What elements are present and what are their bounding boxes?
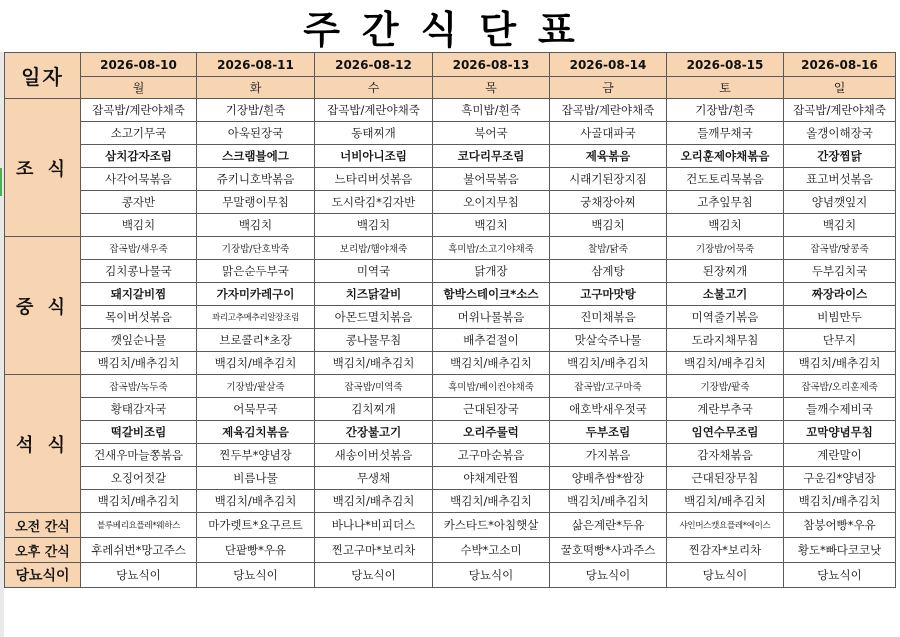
menu-cell: 건도토리묵볶음 xyxy=(667,168,784,191)
menu-cell: 비름나물 xyxy=(197,467,315,490)
date-cell: 2026-08-10 xyxy=(81,53,197,77)
menu-cell: 잡곡밥/새우죽 xyxy=(81,237,197,260)
menu-cell: 꼬막양념무침 xyxy=(784,421,896,444)
menu-cell: 배추겉절이 xyxy=(433,329,550,352)
menu-cell: 백김치/배추김치 xyxy=(667,490,784,513)
dinner-row xyxy=(5,444,896,467)
date-cell: 2026-08-12 xyxy=(315,53,433,77)
snack-cell: 마가렛트*요구르트 xyxy=(197,513,315,538)
menu-cell: 콩나물무침 xyxy=(315,329,433,352)
menu-cell: 잡곡밥/계란야채죽 xyxy=(784,99,896,122)
lunch-row xyxy=(5,306,896,329)
lunch-label: 중 식 xyxy=(5,237,81,375)
dinner-row xyxy=(5,375,896,398)
menu-cell: 잡곡밥/계란야채죽 xyxy=(315,99,433,122)
date-row xyxy=(5,53,896,77)
menu-cell: 양배추쌈*쌈장 xyxy=(550,467,667,490)
menu-cell: 계란부추국 xyxy=(667,398,784,421)
menu-cell: 건새우마늘쫑볶음 xyxy=(81,444,197,467)
menu-cell: 백김치 xyxy=(784,214,896,237)
snack-cell: 찐고구마*보리차 xyxy=(315,538,433,563)
weekday-cell: 일 xyxy=(784,77,896,99)
snack-cell: 단팥빵*우유 xyxy=(197,538,315,563)
menu-cell: 사각어묵볶음 xyxy=(81,168,197,191)
menu-cell: 깻잎순나물 xyxy=(81,329,197,352)
menu-cell: 불어묵볶음 xyxy=(433,168,550,191)
menu-cell: 표고버섯볶음 xyxy=(784,168,896,191)
menu-cell: 고구마맛탕 xyxy=(550,283,667,306)
lunch-row xyxy=(5,260,896,283)
menu-cell: 사골대파국 xyxy=(550,122,667,145)
menu-cell: 잡곡밥/계란야채죽 xyxy=(81,99,197,122)
menu-cell: 간장불고기 xyxy=(315,421,433,444)
menu-cell: 가지볶음 xyxy=(550,444,667,467)
weekday-cell: 토 xyxy=(667,77,784,99)
weekday-cell: 월 xyxy=(81,77,197,99)
snack-row xyxy=(5,563,896,588)
menu-cell: 백김치/배추김치 xyxy=(784,352,896,375)
menu-cell: 스크램블에그 xyxy=(197,145,315,168)
dinner-label: 석 식 xyxy=(5,375,81,513)
date-cell: 2026-08-13 xyxy=(433,53,550,77)
menu-cell: 콩자반 xyxy=(81,191,197,214)
weekday-cell: 금 xyxy=(550,77,667,99)
breakfast-row xyxy=(5,191,896,214)
menu-cell: 찰밥/닭죽 xyxy=(550,237,667,260)
snack-cell: 당뇨식이 xyxy=(197,563,315,588)
snack-cell: 참붕어빵*우유 xyxy=(784,513,896,538)
snack-cell: 삶은계란*두유 xyxy=(550,513,667,538)
menu-cell: 고구마순볶음 xyxy=(433,444,550,467)
menu-cell: 브로콜리*초장 xyxy=(197,329,315,352)
menu-cell: 시래기된장지짐 xyxy=(550,168,667,191)
dinner-row xyxy=(5,398,896,421)
menu-cell: 함박스테이크*소스 xyxy=(433,283,550,306)
snack-label: 오후 간식 xyxy=(5,538,81,563)
menu-cell: 북어국 xyxy=(433,122,550,145)
breakfast-row xyxy=(5,99,896,122)
menu-cell: 미역줄기볶음 xyxy=(667,306,784,329)
lunch-row xyxy=(5,237,896,260)
menu-cell: 기장밥/흰죽 xyxy=(197,99,315,122)
menu-cell: 오징어젓갈 xyxy=(81,467,197,490)
menu-cell: 삼계탕 xyxy=(550,260,667,283)
dinner-row xyxy=(5,421,896,444)
menu-cell: 기장밥/팥죽 xyxy=(667,375,784,398)
breakfast-row xyxy=(5,168,896,191)
menu-cell: 보리밥/햄야채죽 xyxy=(315,237,433,260)
menu-cell: 황태감자국 xyxy=(81,398,197,421)
menu-cell: 백김치 xyxy=(550,214,667,237)
menu-cell: 백김치/배추김치 xyxy=(550,352,667,375)
menu-cell: 백김치/배추김치 xyxy=(550,490,667,513)
menu-cell: 김치콩나물국 xyxy=(81,260,197,283)
menu-cell: 오리주물럭 xyxy=(433,421,550,444)
lunch-row xyxy=(5,329,896,352)
menu-cell: 백김치/배추김치 xyxy=(315,490,433,513)
snack-row xyxy=(5,513,896,538)
menu-cell: 김치찌개 xyxy=(315,398,433,421)
breakfast-row xyxy=(5,145,896,168)
menu-cell: 오이지무침 xyxy=(433,191,550,214)
breakfast-row xyxy=(5,214,896,237)
menu-cell: 아몬드멸치볶음 xyxy=(315,306,433,329)
menu-cell: 간장찜닭 xyxy=(784,145,896,168)
menu-cell: 근대된장무침 xyxy=(667,467,784,490)
menu-cell: 근대된장국 xyxy=(433,398,550,421)
snack-cell: 블루베리요플레*웨하스 xyxy=(81,513,197,538)
snack-cell: 후레쉬번*망고주스 xyxy=(81,538,197,563)
day-row xyxy=(5,77,896,99)
snack-cell: 수박*고소미 xyxy=(433,538,550,563)
menu-cell: 맛살숙주나물 xyxy=(550,329,667,352)
weekday-cell: 화 xyxy=(197,77,315,99)
menu-cell: 백김치/배추김치 xyxy=(433,490,550,513)
menu-cell: 도시락김*김자반 xyxy=(315,191,433,214)
snack-label: 오전 간식 xyxy=(5,513,81,538)
menu-cell: 어묵무국 xyxy=(197,398,315,421)
menu-cell: 잡곡밥/땅콩죽 xyxy=(784,237,896,260)
menu-cell: 된장찌개 xyxy=(667,260,784,283)
snack-cell: 카스타드*아침햇살 xyxy=(433,513,550,538)
menu-cell: 동태찌개 xyxy=(315,122,433,145)
menu-cell: 찐두부*양념장 xyxy=(197,444,315,467)
menu-cell: 꽈리고추메추리알장조림 xyxy=(197,306,315,329)
menu-cell: 맑은순두부국 xyxy=(197,260,315,283)
menu-cell: 제육볶음 xyxy=(550,145,667,168)
menu-cell: 백김치/배추김치 xyxy=(81,490,197,513)
snack-cell: 당뇨식이 xyxy=(784,563,896,588)
menu-cell: 백김치/배추김치 xyxy=(197,352,315,375)
menu-cell: 너비아니조림 xyxy=(315,145,433,168)
menu-cell: 쥬키니호박볶음 xyxy=(197,168,315,191)
date-cell: 2026-08-16 xyxy=(784,53,896,77)
weekday-cell: 목 xyxy=(433,77,550,99)
menu-cell: 잡곡밥/오리훈제죽 xyxy=(784,375,896,398)
menu-cell: 잡곡밥/미역죽 xyxy=(315,375,433,398)
menu-cell: 백김치/배추김치 xyxy=(784,490,896,513)
menu-cell: 궁채장아찌 xyxy=(550,191,667,214)
weekly-menu-table xyxy=(4,52,896,588)
menu-cell: 백김치 xyxy=(315,214,433,237)
snack-cell: 당뇨식이 xyxy=(81,563,197,588)
menu-cell: 들깨수제비국 xyxy=(784,398,896,421)
menu-cell: 기장밥/흰죽 xyxy=(667,99,784,122)
menu-cell: 돼지갈비찜 xyxy=(81,283,197,306)
snack-cell: 황도*빠다코코낫 xyxy=(784,538,896,563)
menu-cell: 들깨무채국 xyxy=(667,122,784,145)
snack-cell: 바나나*비피더스 xyxy=(315,513,433,538)
menu-cell: 진미채볶음 xyxy=(550,306,667,329)
menu-cell: 올갱이해장국 xyxy=(784,122,896,145)
menu-cell: 비빔만두 xyxy=(784,306,896,329)
page-title: 주간식단표 xyxy=(303,7,597,52)
menu-cell: 백김치 xyxy=(197,214,315,237)
date-cell: 2026-08-11 xyxy=(197,53,315,77)
menu-cell: 백김치 xyxy=(81,214,197,237)
menu-cell: 목이버섯볶음 xyxy=(81,306,197,329)
menu-cell: 잡곡밥/계란야채죽 xyxy=(550,99,667,122)
menu-cell: 치즈닭갈비 xyxy=(315,283,433,306)
menu-cell: 감자채볶음 xyxy=(667,444,784,467)
menu-cell: 흑미밥/베이컨야채죽 xyxy=(433,375,550,398)
menu-cell: 제육김치볶음 xyxy=(197,421,315,444)
menu-cell: 단무지 xyxy=(784,329,896,352)
menu-cell: 백김치/배추김치 xyxy=(315,352,433,375)
menu-cell: 짜장라이스 xyxy=(784,283,896,306)
snack-cell: 당뇨식이 xyxy=(550,563,667,588)
menu-cell: 백김치 xyxy=(433,214,550,237)
date-cell: 2026-08-15 xyxy=(667,53,784,77)
date-cell: 2026-08-14 xyxy=(550,53,667,77)
selection-marker xyxy=(0,168,2,196)
menu-cell: 백김치/배추김치 xyxy=(81,352,197,375)
menu-cell: 구운김*양념장 xyxy=(784,467,896,490)
menu-cell: 백김치/배추김치 xyxy=(433,352,550,375)
menu-cell: 기장밥/어묵죽 xyxy=(667,237,784,260)
menu-cell: 야채계란찜 xyxy=(433,467,550,490)
snack-cell: 샤인머스캣요플레*에이스 xyxy=(667,513,784,538)
snack-row xyxy=(5,538,896,563)
snack-label: 당뇨식이 xyxy=(5,563,81,588)
menu-cell: 고추잎무침 xyxy=(667,191,784,214)
menu-cell: 닭개장 xyxy=(433,260,550,283)
breakfast-row xyxy=(5,122,896,145)
menu-cell: 미역국 xyxy=(315,260,433,283)
menu-cell: 머위나물볶음 xyxy=(433,306,550,329)
menu-cell: 잡곡밥/녹두죽 xyxy=(81,375,197,398)
menu-cell: 소고기무국 xyxy=(81,122,197,145)
menu-cell: 기장밥/단호박죽 xyxy=(197,237,315,260)
lunch-row xyxy=(5,352,896,375)
menu-cell: 임연수무조림 xyxy=(667,421,784,444)
menu-cell: 흑미밥/흰죽 xyxy=(433,99,550,122)
lunch-row xyxy=(5,283,896,306)
menu-cell: 잡곡밥/고구마죽 xyxy=(550,375,667,398)
snack-cell: 당뇨식이 xyxy=(315,563,433,588)
menu-cell: 계란말이 xyxy=(784,444,896,467)
weekday-cell: 수 xyxy=(315,77,433,99)
menu-cell: 기장밥/팥살죽 xyxy=(197,375,315,398)
menu-cell: 무생채 xyxy=(315,467,433,490)
menu-cell: 백김치/배추김치 xyxy=(667,352,784,375)
menu-cell: 가자미카레구이 xyxy=(197,283,315,306)
snack-cell: 당뇨식이 xyxy=(433,563,550,588)
menu-cell: 느타리버섯볶음 xyxy=(315,168,433,191)
menu-cell: 도라지채무침 xyxy=(667,329,784,352)
date-header-label: 일자 xyxy=(5,53,81,99)
menu-cell: 코다리무조림 xyxy=(433,145,550,168)
menu-cell: 백김치/배추김치 xyxy=(197,490,315,513)
menu-cell: 아욱된장국 xyxy=(197,122,315,145)
menu-cell: 무말랭이무침 xyxy=(197,191,315,214)
menu-cell: 삼치감자조림 xyxy=(81,145,197,168)
snack-cell: 당뇨식이 xyxy=(667,563,784,588)
menu-cell: 떡갈비조림 xyxy=(81,421,197,444)
dinner-row xyxy=(5,467,896,490)
menu-cell: 소불고기 xyxy=(667,283,784,306)
menu-cell: 두부조림 xyxy=(550,421,667,444)
breakfast-label: 조 식 xyxy=(5,99,81,237)
dinner-row xyxy=(5,490,896,513)
menu-cell: 오리훈제야채볶음 xyxy=(667,145,784,168)
menu-cell: 흑미밥/소고기야채죽 xyxy=(433,237,550,260)
snack-cell: 찐감자*보리차 xyxy=(667,538,784,563)
menu-cell: 백김치 xyxy=(667,214,784,237)
menu-cell: 애호박새우젓국 xyxy=(550,398,667,421)
menu-cell: 두부김치국 xyxy=(784,260,896,283)
menu-cell: 새송이버섯볶음 xyxy=(315,444,433,467)
menu-cell: 양념깻잎지 xyxy=(784,191,896,214)
snack-cell: 꿀호떡빵*사과주스 xyxy=(550,538,667,563)
